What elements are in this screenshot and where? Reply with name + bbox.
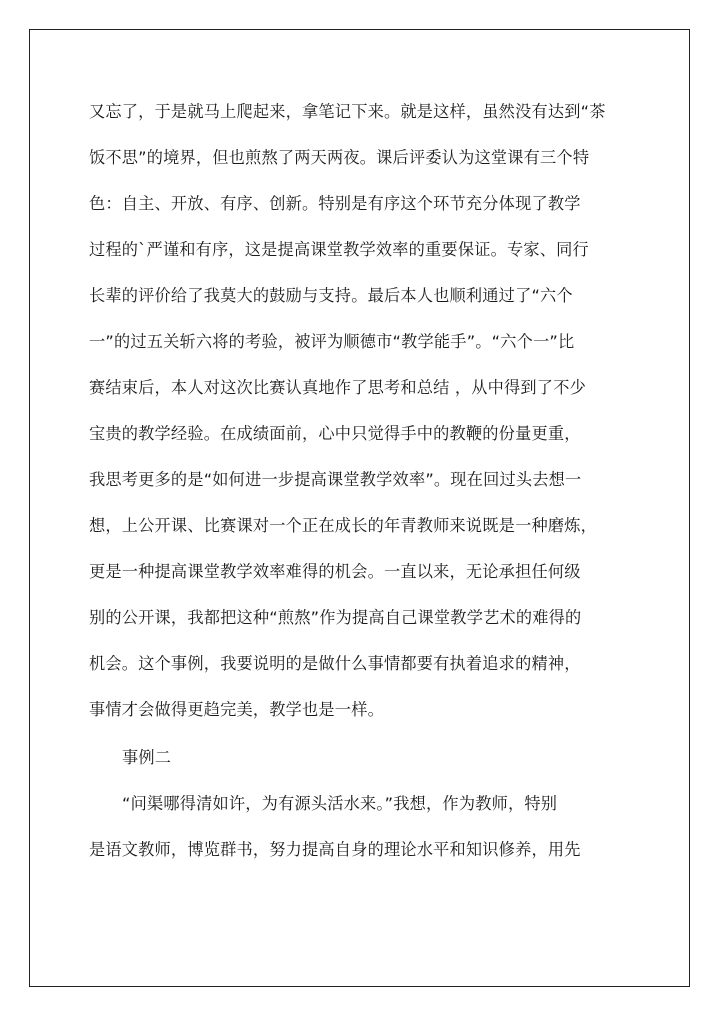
paragraph-line: 是语文教师，博览群书，努力提高自身的理论水平和知识修养，用先 [89,840,581,859]
paragraph-line: 更是一种提高课堂教学效率难得的机会。一直以来，无论承担任何级 [89,562,581,581]
paragraph-line: 一”的过五关斩六将的考验，被评为顺德市“教学能手”。“六个一”比 [89,332,575,351]
paragraph-line: 想，上公开课、比赛课对一个正在成长的年青教师来说既是一种磨炼， [89,516,598,535]
paragraph-line: 别的公开课，我都把这种“煎熬”作为提高自己课堂教学艺术的难得的 [89,608,582,627]
paragraph-line: 饭不思”的境界，但也煎熬了两天两夜。课后评委认为这堂课有三个特 [89,148,590,167]
paragraph-line: “问渠哪得清如许，为有源头活水来。”我想，作为教师，特别 [122,794,558,813]
paragraph-line: 过程的`严谨和有序，这是提高课堂教学效率的重要保证。专家、同行 [89,240,589,259]
paragraph-line: 赛结束后，本人对这次比赛认真地作了思考和总结 ，从中得到了不少 [89,378,586,397]
paragraph-line: 色：自主、开放、有序、创新。特别是有序这个环节充分体现了教学 [89,194,581,213]
paragraph-line: 我思考更多的是“如何进一步提高课堂教学效率”。现在回过头去想一 [89,470,582,489]
paragraph-line: 又忘了，于是就马上爬起来，拿笔记下来。就是这样，虽然没有达到“茶 [89,102,606,121]
paragraph-line: 事情才会做得更趋完美，教学也是一样。 [89,700,384,719]
section-heading: 事例二 [122,748,172,767]
paragraph-line: 机会。这个事例，我要说明的是做什么事情都要有执着追求的精神， [89,654,581,673]
paragraph-line: 宝贵的教学经验。在成绩面前，心中只觉得手中的教鞭的份量更重， [89,424,581,443]
paragraph-line: 长辈的评价给了我莫大的鼓励与支持。最后本人也顺利通过了“六个 [89,286,573,305]
